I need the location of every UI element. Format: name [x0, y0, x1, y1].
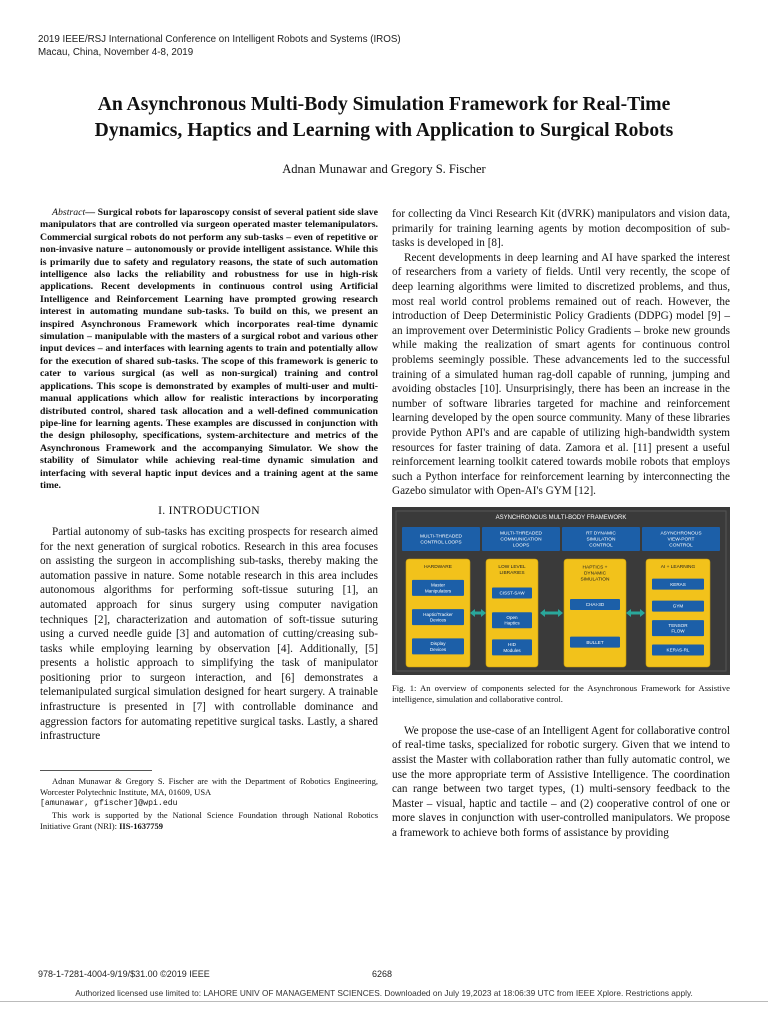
isbn-line: 978-1-7281-4004-9/19/$31.00 ©2019 IEEE: [38, 969, 210, 979]
diagram-label: MULTI-THREADED: [419, 534, 463, 540]
diagram-label: Haptic/Tracker: [423, 611, 453, 617]
conference-header: [38, 33, 401, 59]
diagram-label: SIMULATION: [586, 537, 616, 543]
diagram-label: GYM: [672, 603, 684, 609]
diagram-label: MULTI-THREADED: [499, 531, 543, 537]
section-heading-introduction: I. INTRODUCTION: [158, 504, 260, 518]
diagram-label: CONTROL: [589, 543, 613, 549]
framework-diagram: [392, 507, 730, 675]
diagram-label: BULLET: [586, 639, 604, 645]
diagram-label: KERAS-RL: [666, 647, 690, 653]
intro-paragraph: Partial autonomy of sub-tasks has exciting prospects for research aimed for the next generation of surgical robotics. Research in this area focuses on assisting the surgeon in accomplishing sub-tasks, thereby making the automation passive in nature. Some notable research in this area includes autonomous algorithms for performing soft-tissue suturing [1], an automated approach for sinus surgery using computer navigation techniques [2], characterization and automation of soft-tissue suturing using a curved needle guide [3] and automation of cutting/creasing sub-tasks while employing learning by observation [4]. Additionally, [5] presents a holistic approach to simplifying the task of manipulator positioning prior to surgeon interaction, and [6] demonstrates a telemanipulated surgical simulation designed for heart surgery. A trainable infrastructure is presented in [7] with controllable dominance and aggression factors for automating repetitive surgical tasks. Lastly, a shared infrastructure: [40, 525, 378, 743]
diagram-label: TENSOR: [668, 622, 688, 628]
figure-1: [392, 507, 730, 675]
diagram-label: LOOPS: [512, 543, 530, 549]
diagram-label: KERAS: [670, 581, 686, 587]
diagram-label: SIMULATION: [580, 577, 610, 583]
authorized-use-notice: Authorized licensed use limited to: LAHORE UNIV OF MANAGEMENT SCIENCES. Downloaded on July 19,2023 at 18:06:39 UTC from IEEE Xplore. Restrictions apply.: [75, 988, 693, 998]
diagram-label: Open: [506, 614, 518, 620]
title-line-2: Dynamics, Haptics and Learning with Application to Surgical Robots: [94, 120, 674, 141]
footnote-funding-text: This work is supported by the National Science Foundation through National Robotics Initiative Grant (NRI):: [40, 810, 378, 832]
diagram-label: Master: [430, 582, 446, 588]
right-paragraph-1: for collecting da Vinci Research Kit (dVRK) manipulators and vision data, primarily for training learning agents by motion decomposition of sub-tasks is developed in [8].: [392, 208, 730, 250]
diagram-label: AI + LEARNING: [660, 564, 696, 570]
diagram-label: RT DYNAMIC: [586, 531, 616, 537]
paper-title: [40, 92, 728, 144]
paper-authors: Adnan Munawar and Gregory S. Fischer: [282, 162, 486, 176]
right-paragraph-3: We propose the use-case of an Intelligent Agent for collaborative control of real-time tasks, specialized for robotic surgery. Given that we intend to assist the Master with collaboration rather than fully automatic control, we use the more appropriate term of Assistive Intelligence. The coordination can range between two target types, (1) multi-sensory feedback to the Master – visual, haptic and tactile – and (2) cooperative control of one or more slaves in conjunction with user-controlled manipulators. We propose a framework to achieve both forms of assistance by providing: [392, 724, 730, 840]
footnote-affiliation-text: Adnan Munawar & Gregory S. Fischer are with the Department of Robotics Engineering, Worcester Polytechnic Institute, MA, 01609, USA: [40, 775, 378, 797]
diagram-label: Modules: [503, 647, 521, 653]
diagram-label: CONTROL LOOPS: [420, 540, 462, 546]
diagram-label: Haptics: [504, 620, 520, 626]
abstract-label: Abstract: [52, 207, 86, 218]
right-column: [392, 207, 730, 841]
diagram-label: LOW LEVEL: [498, 564, 526, 570]
diagram-label: CONTROL: [669, 543, 693, 549]
footnote-rule: [40, 770, 152, 771]
diagram-label: COMMUNICATION: [500, 537, 542, 543]
abstract: Abstract— Surgical robots for laparoscopy consist of several patient side slave manipulators that are controlled via surgeon operated master telemanipulators. Commercial surgical robots do not perform any sub-tasks – even of repetitive or non-invasive nature – autonomously or provide intelligent assistance. While this is primarily due to safety and regulatory reasons, the state of such automation intelligence also lacks the reliability and robustness for use in high-risk applications. Recent developments in continuous control using Artificial Intelligence and Reinforcement Learning have prompted growing research interest in automating mundane sub-tasks. To build on this, we present an inspired Asynchronous Framework which incorporates real-time dynamic simulation – manipulable with the masters of a surgical robot and various other input devices – and interfaces with learning agents to train and potentially allow for the execution of shared sub-tasks. The scope of this framework is generic to cater to various surgical (as well as non-surgical) training and control applications. This scope is demonstrated by examples of multi-user and multi-manual applications which allow for realistic interactions by incorporating distributed control, shared task allocation and a well-defined communication pipe-line for learning agents. These examples are discussed in conjunction with the design philosophy, specifications, system-architecture and metrics of the Asynchronous Framework and the accompanying Simulator. We show the stability of Simulator while achieving real-time dynamic simulation and interfacing with several haptic input devices and a training agent at the same time.: [40, 207, 379, 491]
footnote-emails: [amunawar, gfischer]@wpi.edu: [40, 799, 178, 809]
diagram-label: ASYNCHRONOUS: [660, 531, 702, 537]
right-paragraph-2: Recent developments in deep learning and AI have sparked the interest of researchers from a variety of fields. Until very recently, the scope of deep learning algorithms were limited to discretized problems, and thus, most real world control problems remained out of reach. However, the introduction of Deep Deterministic Policy Gradients (DDPG) model [9] – an improvement over Deterministic Policy Gradients – broke new grounds while making the realization of smart agents for continuous control problems seemingly possible. These advancements led to the successful training of a simulated human rag-doll capable of running, jumping and avoiding obstacles [10]. Unsurprisingly, there has been an increase in the number of software libraries targeted for machine and reinforcement learning developed by the open source community. Many of these libraries provide Python API's and are capable of utilizing high-bandwidth system resources for faster training of data. Zamora et al. [11] present a useful reinforcement learning toolkit catered towards mobile robots that employs such a Python interface for reinforcement learning by interconnecting the Gazebo simulator with Open-AI's GYM [12].: [392, 251, 730, 498]
diagram-label: Devices: [429, 646, 447, 652]
page-number: 6268: [372, 969, 393, 979]
left-column: [40, 207, 378, 832]
diagram-label: HARDWARE: [424, 564, 452, 570]
diagram-label: CHAI-3D: [585, 601, 605, 607]
conference-name: 2019 IEEE/RSJ International Conference on Intelligent Robots and Systems (IROS): [38, 34, 401, 45]
footnote-affiliation: [40, 776, 378, 810]
title-line-1: An Asynchronous Multi-Body Simulation Framework for Real-Time: [97, 94, 671, 115]
diagram-label: VIEW-PORT: [667, 537, 695, 543]
diagram-label: HAPTICS +: [582, 565, 608, 571]
abstract-text: Surgical robots for laparoscopy consist of several patient side slave manipulators that are controlled via surgeon operated master telemanipulators. Commercial surgical robots do not perform any sub-tasks – even of repetitive or non-invasive nature – autonomously or provide intelligent assistance. While this is primarily due to safety and regulatory reasons, the state of such automation intelligence also lacks the reliability and robustness for use in high-risk applications. Recent developments in continuous control using Artificial Intelligence and Reinforcement Learning have prompted growing research interest in automating mundane sub-tasks. To build on this, we present an inspired Asynchronous Framework which incorporates real-time dynamic simulation – manipulable with the masters of a surgical robot and various other input devices – and interfaces with learning agents to train and potentially allow for the execution of shared sub-tasks. The scope of this framework is generic to cater to various surgical (as well as non-surgical) training and control applications. This scope is demonstrated by examples of multi-user and multi-manual applications which allow for realistic interactions by incorporating distributed control, shared task allocation and a well-defined communication pipe-line for learning agents. These examples are discussed in conjunction with the design philosophy, specifications, system-architecture and metrics of the Asynchronous Framework and the accompanying Simulator. We show the stability of Simulator while achieving real-time dynamic simulation and interfacing with several haptic input devices and a training agent at the same time.: [40, 207, 379, 491]
footer-divider: [0, 1001, 768, 1002]
diagram-label: CISST-SAW: [499, 590, 525, 596]
diagram-label: DYNAMIC: [583, 571, 607, 577]
figure-caption: Fig. 1: An overview of components selected for the Asynchronous Framework for Assistive intelligence, simulation and collaborative control.: [392, 682, 730, 704]
diagram-label: Manipulators: [424, 588, 452, 594]
conference-location: Macau, China, November 4-8, 2019: [38, 47, 194, 58]
diagram-label: HID: [508, 641, 516, 647]
footnote-grant: IIS-1637759: [119, 821, 164, 832]
diagram-label: Devices: [429, 617, 447, 623]
footnote-funding: [40, 810, 378, 832]
diagram-label: LIBRARIES: [499, 570, 525, 576]
diagram-label: FLOW: [671, 628, 685, 634]
diagram-label: ASYNCHRONOUS MULTI-BODY FRAMEWORK: [495, 514, 627, 521]
diagram-label: Display: [430, 640, 446, 646]
